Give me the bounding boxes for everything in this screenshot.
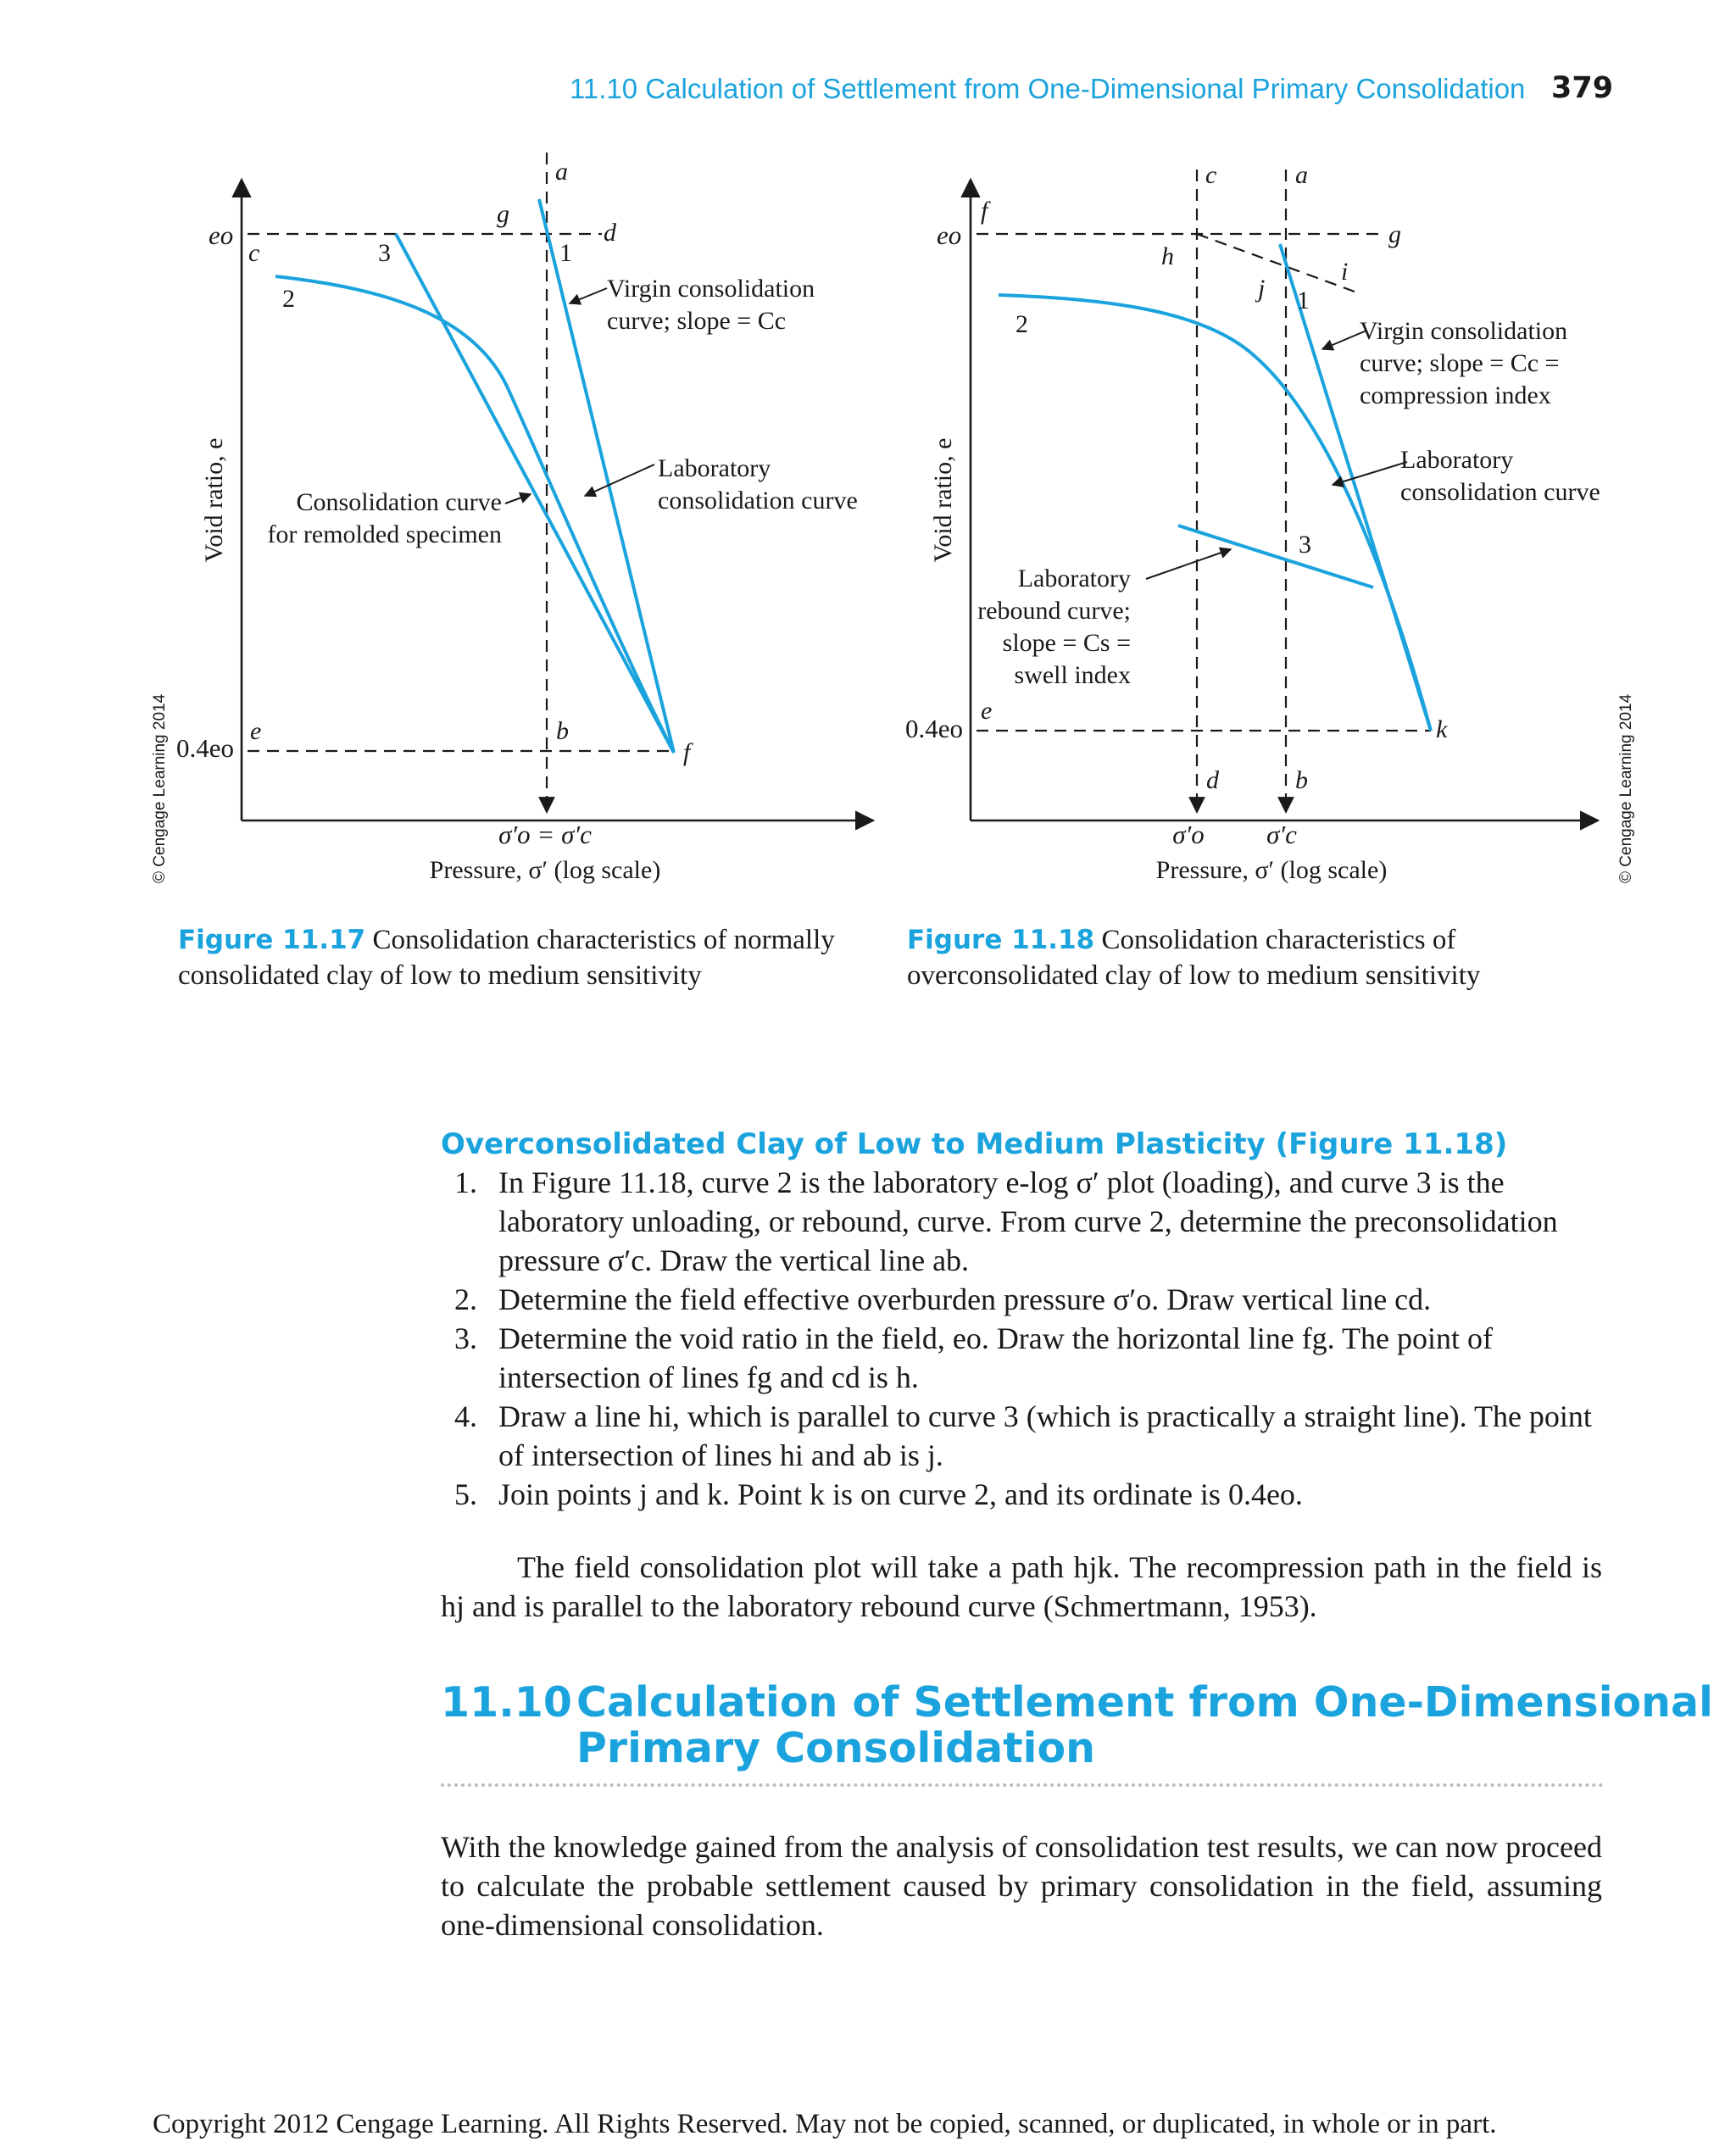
section-intro: With the knowledge gained from the analysis of consolidation test results, we can now proceed to calculate the probable settlement caused by primary consolidation in the field, assuming one-dimensional consolidation. — [441, 1830, 1602, 1942]
label-1: 1 — [559, 239, 572, 267]
label-h: h — [1161, 242, 1174, 270]
lab-annotation-2: consolidation curve — [658, 487, 858, 515]
label-e: e — [250, 717, 262, 745]
label-k: k — [1436, 715, 1448, 743]
list-item: 1. In Figure 11.18, curve 2 is the laboratory e-log σ′ plot (loading), and curve 3 is the laboratory unloading, or rebound, curve. From curve 2, determine the preconsolidation pressure σ′c. Draw the vertical line ab. — [454, 1165, 1558, 1277]
virgin-annotation-1: Virgin consolidation — [607, 275, 815, 303]
line-hi — [1197, 234, 1355, 292]
label-i: i — [1341, 258, 1349, 286]
list-item: 5. Join points j and k. Point k is on curve 2, and its ordinate is 0.4eo. — [454, 1477, 1303, 1511]
lab-annotation-2: consolidation curve — [1400, 478, 1600, 506]
section-number: 11.10 — [441, 1678, 572, 1727]
section-title — [441, 1680, 1713, 1772]
lab-arrow — [585, 464, 654, 496]
label-f: f — [981, 197, 988, 225]
credit-figure-11-17: © Cengage Learning 2014 — [151, 693, 169, 883]
label-e: e — [981, 697, 993, 725]
section-title-line-1: Calculation of Settlement from One-Dimensional — [576, 1678, 1713, 1727]
rebound-annotation-3: slope = Cs = — [1002, 629, 1131, 657]
rebound-annotation-2: rebound curve; — [977, 597, 1131, 625]
figure-11-18 — [890, 144, 1678, 907]
virgin-annotation-1: Virgin consolidation — [1360, 317, 1568, 345]
laboratory-rebound-curve — [1178, 526, 1373, 587]
rebound-annotation-1: Laboratory — [1017, 565, 1131, 592]
label-c: c — [1205, 161, 1217, 189]
label-b: b — [556, 717, 569, 745]
remolded-annotation-1: Consolidation curve — [296, 488, 502, 516]
caption-figure-11-17 — [178, 922, 873, 993]
x-axis-label: Pressure, σ′ (log scale) — [1155, 856, 1388, 884]
list-item: 3. Determine the void ratio in the field, eo. Draw the horizontal line fg. The point of intersection of lines fg and cd is h. — [454, 1321, 1493, 1394]
caption-text-11-18: Consolidation characteristics of overconsolidated clay of low to medium sensitivity — [907, 925, 1481, 991]
credit-figure-11-18: © Cengage Learning 2014 — [1617, 693, 1635, 883]
rebound-arrow — [1146, 549, 1231, 579]
tick-sigma-o-eq-sigma-c: σ′o = σ′c — [498, 820, 592, 849]
label-c: c — [248, 239, 260, 267]
list-item: 2. Determine the field effective overburden pressure σ′o. Draw vertical line cd. — [454, 1282, 1432, 1316]
running-head: 11.10 Calculation of Settlement from One-Dimensional Primary Consolidation — [570, 73, 1526, 104]
label-j: j — [1258, 275, 1266, 303]
section-divider — [441, 1783, 1604, 1787]
caption-label-11-17: Figure 11.17 — [178, 925, 366, 955]
label-b: b — [1295, 766, 1308, 794]
label-2: 2 — [282, 285, 295, 313]
figure-11-17 — [153, 144, 899, 907]
x-axis-label: Pressure, σ′ (log scale) — [429, 856, 661, 884]
y-axis-label: Void ratio, e — [200, 437, 228, 563]
label-d: d — [604, 219, 616, 247]
caption-label-11-18: Figure 11.18 — [907, 925, 1095, 955]
rebound-annotation-4: swell index — [1014, 661, 1131, 689]
label-3: 3 — [378, 239, 391, 267]
lab-arrow — [1333, 462, 1407, 485]
y-axis-label: Void ratio, e — [929, 437, 957, 563]
virgin-annotation-2: curve; slope = Cc — [607, 307, 787, 335]
tick-sigma-o: σ′o — [1172, 820, 1205, 849]
label-3: 3 — [1299, 531, 1311, 559]
tick-0-4eo: 0.4eo — [176, 733, 235, 763]
label-2: 2 — [1015, 310, 1028, 338]
copyright-footer: Copyright 2012 Cengage Learning. All Rights Reserved. May not be copied, scanned, or duplicated, in whole or in part. — [153, 2109, 1497, 2139]
procedure-steps — [441, 1163, 1604, 1514]
closing-paragraph: The field consolidation plot will take a path hjk. The recompression path in the field is hj and is parallel to the laboratory rebound curve (Schmertmann, 1953). — [441, 1550, 1602, 1623]
lab-annotation-1: Laboratory — [1400, 446, 1514, 474]
label-1: 1 — [1297, 286, 1310, 314]
caption-text-11-17: Consolidation characteristics of normally consolidated clay of low to medium sensitivity — [178, 925, 835, 991]
list-item: 4. Draw a line hi, which is parallel to curve 3 (which is practically a straight line). The point of intersection of lines hi and ab is j. — [454, 1399, 1592, 1472]
virgin-annotation-2: curve; slope = Cc = — [1360, 349, 1560, 377]
virgin-annotation-3: compression index — [1360, 381, 1551, 409]
label-g: g — [497, 200, 509, 228]
tick-0-4eo: 0.4eo — [905, 714, 964, 743]
section-title-line-2: Primary Consolidation — [576, 1724, 1095, 1772]
virgin-arrow — [570, 288, 607, 303]
remolded-annotation-2: for remolded specimen — [267, 520, 502, 548]
lab-annotation-1: Laboratory — [658, 454, 771, 482]
remolded-arrow — [505, 494, 531, 503]
label-a: a — [1295, 161, 1308, 189]
label-a: a — [555, 158, 568, 186]
tick-eo: eo — [209, 220, 234, 250]
subsection-heading: Overconsolidated Clay of Low to Medium Plasticity (Figure 11.18) — [441, 1127, 1508, 1161]
label-d: d — [1206, 766, 1219, 794]
label-f: f — [683, 738, 691, 766]
tick-eo: eo — [937, 220, 962, 250]
page-number: 379 — [1551, 71, 1614, 105]
tick-sigma-c: σ′c — [1266, 820, 1297, 849]
label-g: g — [1388, 220, 1401, 248]
caption-figure-11-18 — [907, 922, 1611, 993]
